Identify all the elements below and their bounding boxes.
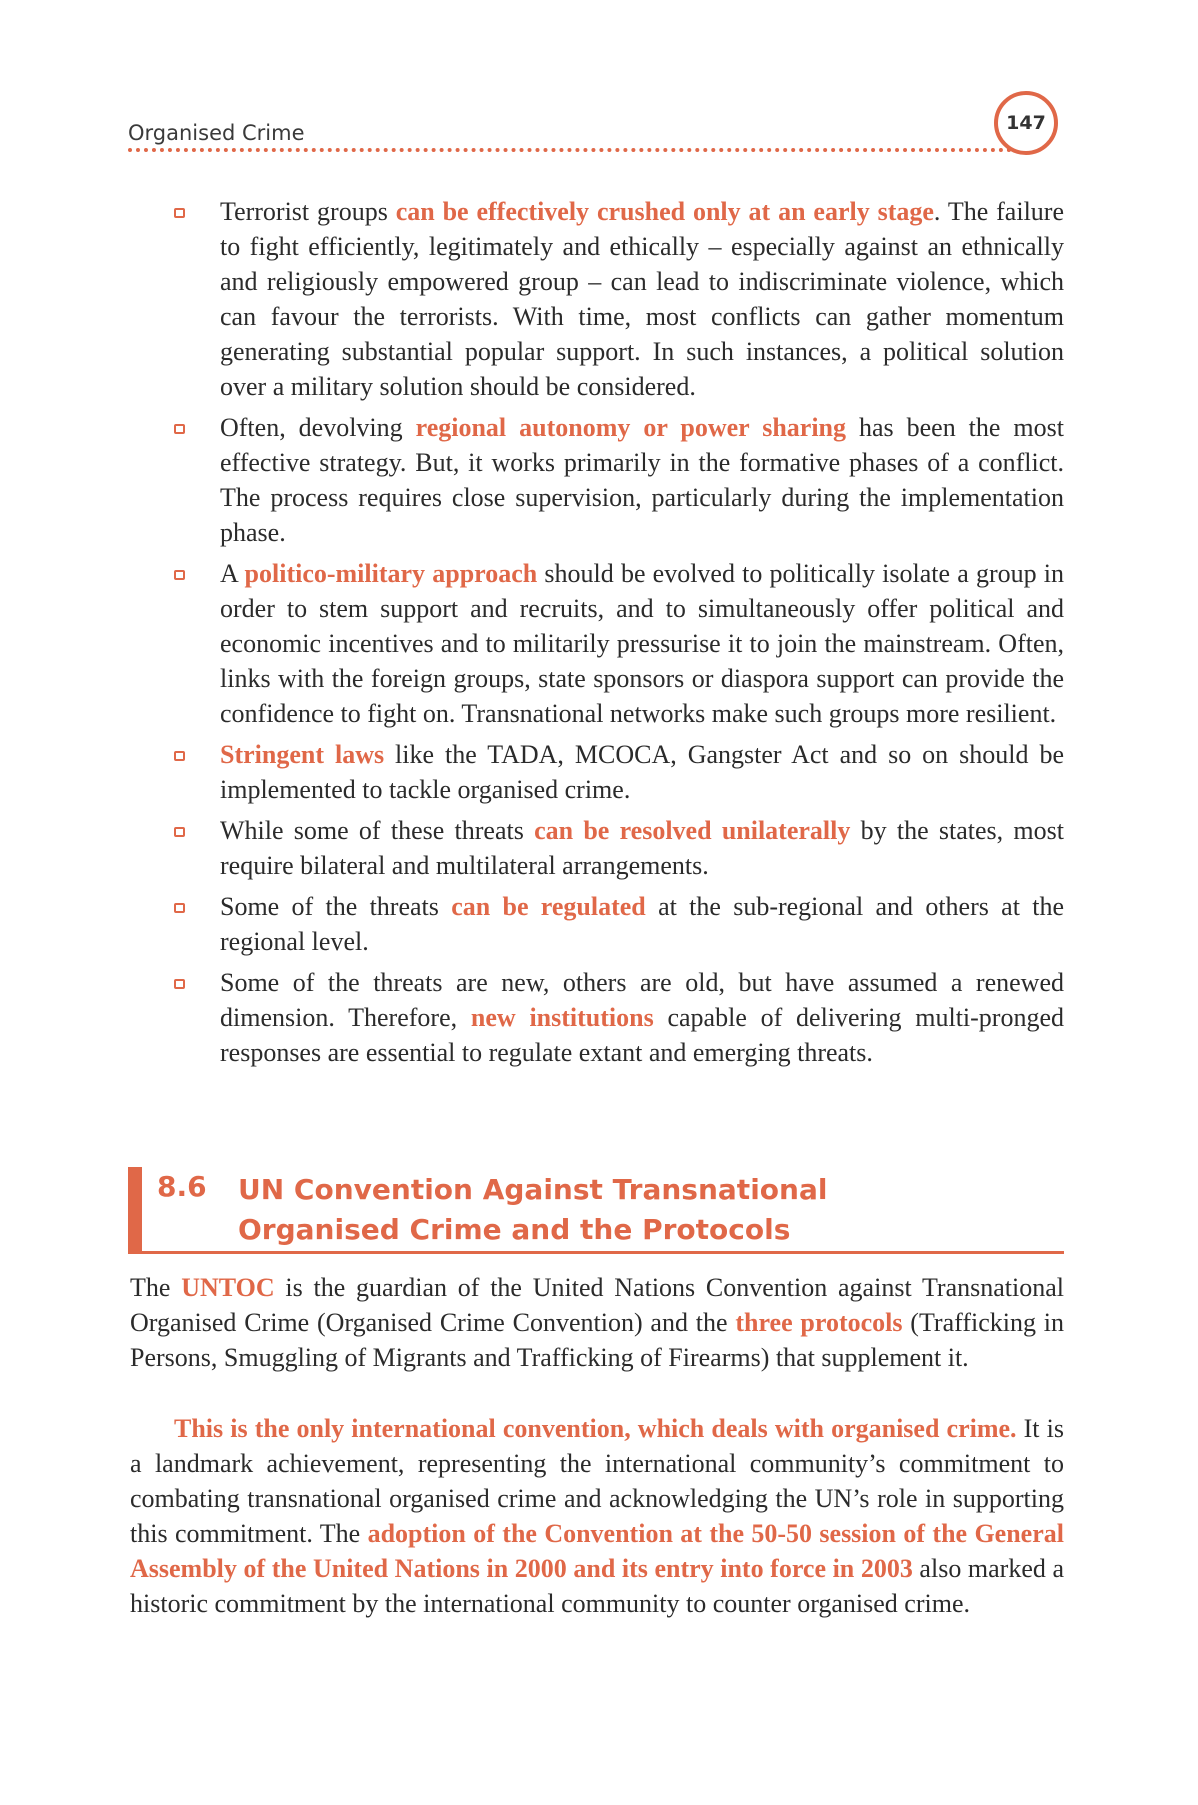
bullet-text [220, 197, 1064, 401]
highlighted-text: politico-military approach [244, 559, 538, 588]
highlighted-text: new institutions [470, 1003, 654, 1032]
bullet-text [220, 968, 1064, 1067]
bullet-item [174, 813, 1064, 883]
header-dotted-rule [128, 148, 1020, 152]
bullet-item [174, 889, 1064, 959]
bullet-text [220, 892, 1064, 956]
section-accent-bar [128, 1167, 142, 1254]
section-number: 8.6 [157, 1170, 207, 1203]
bullet-text [220, 413, 1064, 547]
checkbox-bullet-icon [174, 424, 185, 434]
page-number: 147 [1006, 112, 1046, 134]
text-run: also marked a historic commitment by the international community to counter organised crime. [130, 1554, 1064, 1618]
checkbox-bullet-icon [174, 979, 185, 989]
text-run: Some of the threats [220, 892, 452, 921]
running-header-title: Organised Crime [128, 121, 305, 145]
text-run: has been the most effective strategy. But, it works primarily in the formative phases of a conflict. The process requires close supervision, particularly during the implementation phase. [220, 413, 1064, 547]
text-run: should be evolved to politically isolate a group in order to stem support and recruits, and to simultaneously offer political and economic incentives and to militarily pressurise it to join the mainstream. Often, links with the foreign groups, state sponsors or diaspora support can provide the confidence to fight on. Transnational networks make such groups more resilient. [220, 559, 1065, 728]
highlighted-text: regional autonomy or power sharing [415, 413, 847, 442]
section-title: UN Convention Against Transnational Organised Crime and the Protocols [238, 1173, 828, 1246]
text-run: at the sub-regional and others at the regional level. [220, 892, 1065, 956]
text-run: While some of these threats [220, 816, 535, 845]
text-run: capable of delivering multi-pronged responses are essential to regulate extant and emerging threats. [220, 1003, 1064, 1067]
text-run: (Trafficking in Persons, Smuggling of Migrants and Trafficking of Firearms) that supplement it. [130, 1308, 1064, 1372]
checkbox-bullet-icon [174, 827, 185, 837]
text-run: The [130, 1273, 182, 1302]
text-run: is the guardian of the United Nations Convention against Transnational Organised Crime (Organised Crime Convention) and the [130, 1273, 1065, 1337]
text-run: It is a landmark achievement, representing the international community’s commitment to combating transnational organised crime and acknowledging the UN’s role in supporting this commitment. The [130, 1414, 1064, 1548]
text-run: Often, devolving [220, 413, 416, 442]
highlighted-text: can be regulated [451, 892, 646, 921]
highlighted-text: UNTOC [181, 1273, 275, 1302]
checkbox-bullet-icon [174, 903, 185, 913]
bullet-item [174, 556, 1064, 731]
highlighted-text: This is the only international convention, which deals with organised crime. [174, 1414, 1017, 1443]
bullet-item [174, 737, 1064, 807]
section-heading [128, 1167, 1064, 1254]
bullet-text [220, 559, 1064, 728]
text-run: A [220, 559, 245, 588]
body-paragraph [130, 1270, 1064, 1375]
text-run: Terrorist groups [220, 197, 396, 226]
bullet-text [220, 740, 1064, 804]
highlighted-text: adoption of the Convention at the 50-50 session of the General Assembly of the United Nations in 2000 and its entry into force in 2003 [130, 1519, 1064, 1583]
highlighted-text: can be effectively crushed only at an early stage [395, 197, 934, 226]
text-run: Some of the threats are new, others are old, but have assumed a renewed dimension. Therefore, [220, 968, 1064, 1032]
highlighted-text: three protocols [735, 1308, 903, 1337]
text-run: by the states, most require bilateral and multilateral arrangements. [220, 816, 1064, 880]
bullet-item [174, 965, 1064, 1070]
highlighted-text: can be resolved unilaterally [534, 816, 851, 845]
checkbox-bullet-icon [174, 570, 185, 580]
bullet-item [174, 410, 1064, 550]
text-run: . The failure to fight efficiently, legitimately and ethically – especially against an ethnically and religiously empowered group – can lead to indiscriminate violence, which can favour the terrorists. With time, most conflicts can gather momentum generating substantial popular support. In such instances, a political solution over a military solution should be considered. [220, 197, 1064, 401]
checkbox-bullet-icon [174, 751, 185, 761]
bullet-list [174, 194, 1064, 1076]
page-number-badge [994, 91, 1058, 155]
highlighted-text: Stringent laws [220, 740, 385, 769]
text-run: like the TADA, MCOCA, Gangster Act and so on should be implemented to tackle organised crime. [220, 740, 1064, 804]
bullet-text [220, 816, 1064, 880]
body-paragraph [130, 1411, 1064, 1621]
checkbox-bullet-icon [174, 208, 185, 218]
bullet-item [174, 194, 1064, 404]
